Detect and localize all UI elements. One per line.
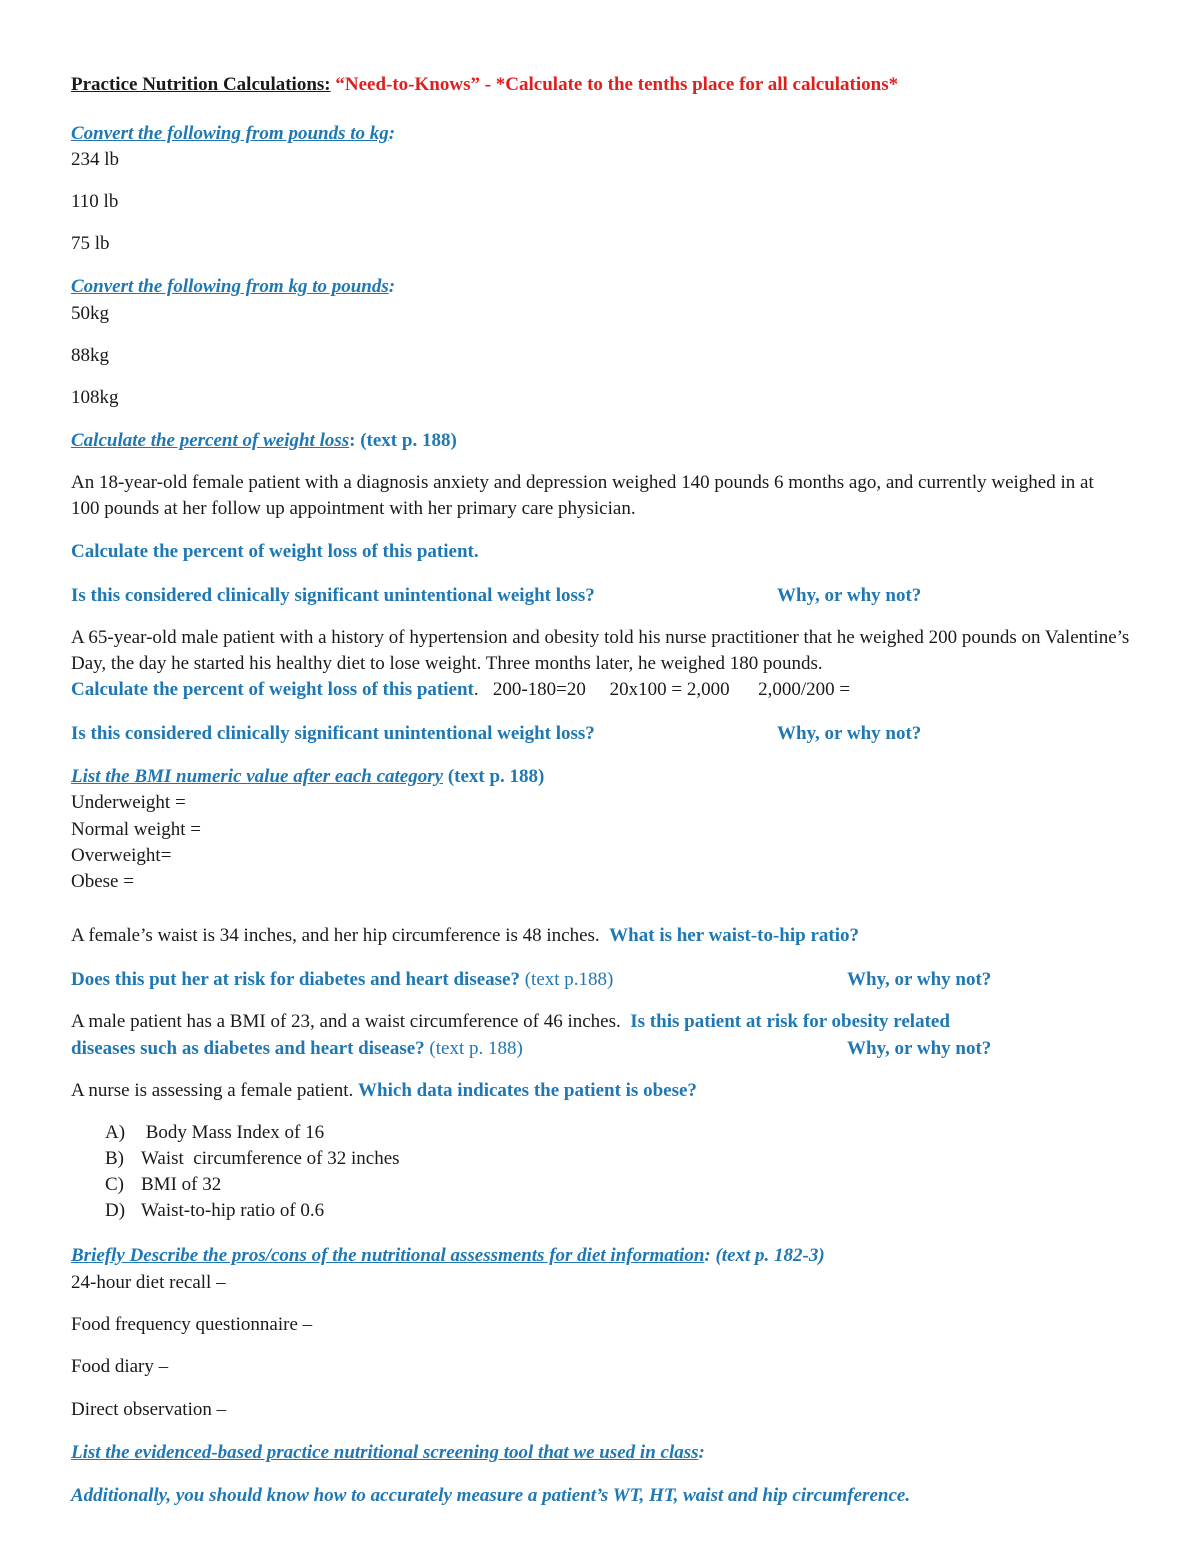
option-b: B) Waist circumference of 32 inches (105, 1148, 400, 1169)
option-d: D) Waist-to-hip ratio of 0.6 (105, 1200, 325, 1221)
lb-item: 110 lb (71, 191, 119, 212)
obese-question-stem: A nurse is assessing a female patient. Which data indicates the patient is obese? (71, 1080, 697, 1101)
weight-loss-heading: Calculate the percent of weight loss: (text p. 188) (71, 430, 457, 451)
kg-to-lb-heading: Convert the following from kg to pounds: (71, 276, 396, 297)
bmi-item: Overweight= (71, 845, 172, 866)
option-a: A) Body Mass Index of 16 (105, 1122, 325, 1143)
option-c: C) BMI of 32 (105, 1174, 222, 1195)
case-female-18: An 18-year-old female patient with a diagnosis anxiety and depression weighed 140 pounds 6 months ago, and currently weighed in at 100 pounds at her follow up appointment with her primary care physician. (71, 472, 1094, 519)
lb-item: 75 lb (71, 233, 110, 254)
kg-item: 50kg (71, 303, 109, 324)
kg-item: 88kg (71, 345, 109, 366)
male-bmi-case: A male patient has a BMI of 23, and a waist circumference of 46 inches. Is this patient at risk for obesity related (71, 1011, 950, 1032)
waist-hip-risk-question: Does this put her at risk for diabetes and heart disease? (text p.188) Why, or why not? (71, 969, 992, 990)
male-risk-question: diseases such as diabetes and heart disease? (text p. 188) Why, or why not? (71, 1038, 992, 1059)
title-subtitle: “Need-to-Knows” - *Calculate to the tenths place for all calculations* (335, 74, 899, 95)
question-percent-loss-2: Calculate the percent of weight loss of this patient. 200-180=20 20x100 = 2,000 2,000/200 = (71, 679, 851, 700)
bmi-item: Underweight = (71, 792, 186, 813)
assessments-heading: Briefly Describe the pros/cons of the nutritional assessments for diet information: (text p. 182-3) (71, 1245, 825, 1266)
closing-note: Additionally, you should know how to accurately measure a patient’s WT, HT, waist and hip circumference. (71, 1485, 911, 1506)
bmi-heading: List the BMI numeric value after each category (text p. 188) (71, 766, 545, 787)
lb-item: 234 lb (71, 149, 120, 170)
assessment-item: Food frequency questionnaire – (71, 1314, 313, 1335)
screening-heading: List the evidenced-based practice nutritional screening tool that we used in class: (71, 1442, 705, 1463)
question-significant-2: Is this considered clinically significant unintentional weight loss? Why, or why not? (71, 723, 922, 744)
bmi-item: Obese = (71, 871, 134, 892)
assessment-item: Direct observation – (71, 1399, 227, 1420)
assessment-item: 24-hour diet recall – (71, 1272, 226, 1293)
title-label: Practice Nutrition Calculations: (71, 74, 331, 95)
obese-options-list (71, 1120, 771, 1224)
case-male-65: A 65-year-old male patient with a history of hypertension and obesity told his nurse practitioner that he weighed 200 pounds on Valentine’s Day, the day he started his healthy diet to lose weight. Three months later, he weighed 180 pounds. (71, 627, 1130, 674)
document-title (71, 72, 898, 98)
assessment-item: Food diary – (71, 1356, 169, 1377)
kg-item: 108kg (71, 387, 119, 408)
waist-hip-case: A female’s waist is 34 inches, and her hip circumference is 48 inches. What is her waist-to-hip ratio? (71, 925, 859, 946)
question-significant-1: Is this considered clinically significant unintentional weight loss? Why, or why not? (71, 585, 922, 606)
question-percent-loss-1: Calculate the percent of weight loss of this patient. (71, 541, 479, 562)
bmi-item: Normal weight = (71, 819, 201, 840)
lb-to-kg-heading: Convert the following from pounds to kg: (71, 123, 396, 144)
